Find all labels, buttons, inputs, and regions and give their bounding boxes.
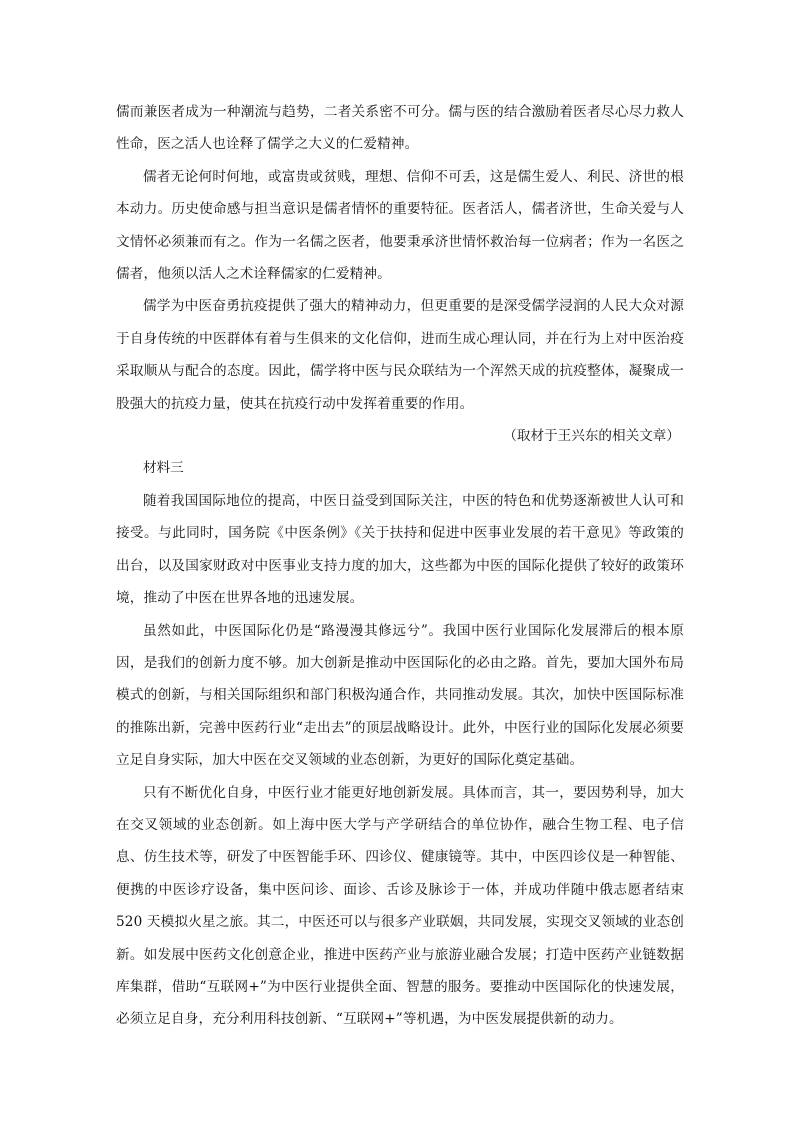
- document-body: [116, 96, 684, 1036]
- material-paragraph-2: 虽然如此，中医国际化仍是“路漫漫其修远兮”。我国中医行业国际化发展滞后的根本原因，是我们的创新力度不够。加大创新是推动中医国际化的必由之路。首先，要加大国外布局模式的创新，与相关国际组织和部门积极沟通合作，共同推动发展。其次，加快中医国际标准的推陈出新，完善中医药行业“走出去”的顶层战略设计。此外，中医行业的国际化发展必须要立足自身实际，加大中医在交叉领域的业态创新，为更好的国际化奠定基础。: [116, 622, 684, 769]
- paragraph-3: 儒学为中医奋勇抗疫提供了强大的精神动力，但更重要的是深受儒学浸润的人民大众对源于自身传统的中医群体有着与生俱来的文化信仰，进而生成心理认同，并在行为上对中医治疫采取顺从与配合的态度。因此，儒学将中医与民众联结为一个浑然天成的抗疫整体，凝聚成一股强大的抗疫力量，使其在抗疫行动中发挥着重要的作用。: [116, 298, 684, 412]
- material-paragraph-3: 只有不断优化自身，中医行业才能更好地创新发展。具体而言，其一，要因势利导，加大在交叉领域的业态创新。如上海中医大学与产学研结合的单位协作，融合生物工程、电子信息、仿生技术等，研发了中医智能手环、四诊仪、健康镜等。其中，中医四诊仪是一种智能、便携的中医诊疗设备，集中医问诊、面诊、舌诊及脉诊于一体，并成功伴随中俄志愿者结束 520 天模拟火星之旅。其二，中医还可以与很多产业联姻，共同发展，实现交叉领域的业态创新。如发展中医药文化创意企业，推进中医药产业与旅游业融合发展；打造中医药产业链数据库集群，借助“互联网+”为中医行业提供全面、智慧的服务。要推动中医国际化的快速发展，必须立足自身，充分利用科技创新、“互联网+”等机遇，为中医发展提供新的动力。: [116, 784, 684, 1028]
- material-paragraph-1: 随着我国国际地位的提高，中医日益受到国际关注，中医的特色和优势逐渐被世人认可和接受。与此同时，国务院《中医条例》《关于扶持和促进中医事业发展的若干意见》等政策的出台，以及国家财政对中医事业支持力度的加大，这些都为中医的国际化提供了较好的政策环境，推动了中医在世界各地的迅速发展。: [116, 492, 684, 607]
- paragraph-2: 儒者无论何时何地，或富贵或贫贱，理想、信仰不可丢，这是儒生爱人、利民、济世的根本动力。历史使命感与担当意识是儒者情怀的重要特征。医者活人，儒者济世，生命关爱与人文情怀必须兼而有之。作为一名儒之医者，他要秉承济世情怀救治每一位病者；作为一名医之儒者，他须以活人之术诠释儒家的仁爱精神。: [116, 168, 684, 283]
- paragraph-1: 儒而兼医者成为一种潮流与趋势，二者关系密不可分。儒与医的结合激励着医者尽心尽力救人性命，医之活人也诠释了儒学之大义的仁爱精神。: [116, 104, 684, 153]
- source-note: （取材于王兴东的相关文章）: [503, 428, 680, 445]
- material-heading: 材料三: [143, 460, 184, 477]
